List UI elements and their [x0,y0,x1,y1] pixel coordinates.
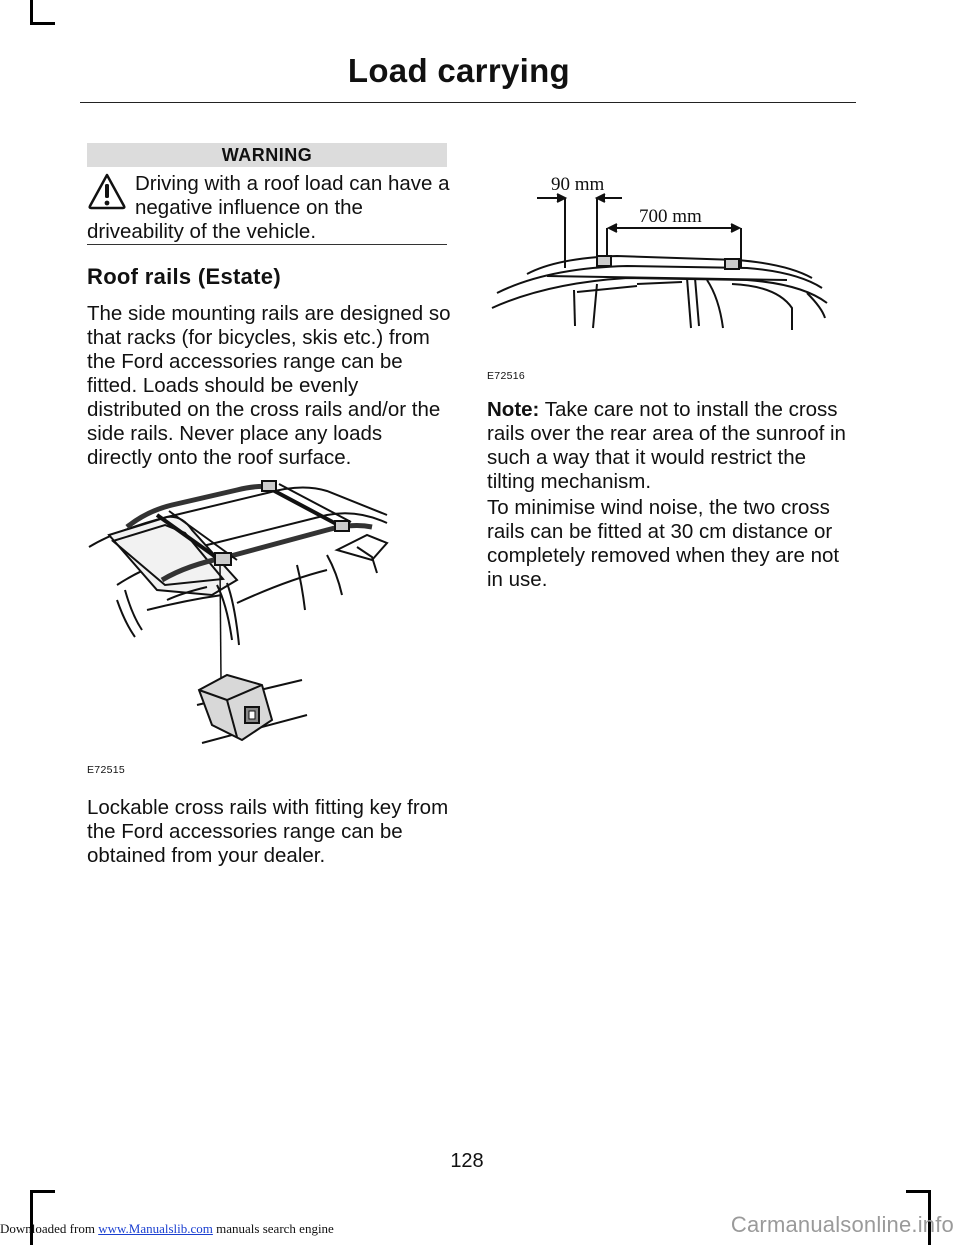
lockable-rails-paragraph: Lockable cross rails with fitting key from the Ford accessories range can be obtained from your dealer. [87,796,449,867]
figure-code-right: E72516 [487,370,526,382]
rail-spacing-illustration [487,168,832,333]
figure-code-left: E72515 [87,764,126,776]
manualslib-link[interactable]: www.Manualslib.com [98,1221,213,1236]
wind-noise-paragraph: To minimise wind noise, the two cross rails can be fitted at 30 cm distance or completely removed when they are not in use. [487,496,840,591]
footer-suffix: manuals search engine [212,1221,334,1236]
note-label: Note: [487,398,540,421]
warning-heading: WARNING [87,143,447,167]
dimension-label-700mm: 700 mm [639,206,702,227]
page-number: 128 [450,1150,484,1172]
note-text: Take care not to install the cross rails over the rear area of the sunroof in such a way that it would restrict the tilting mechanism. [487,398,846,493]
watermark-text: Carmanualsonline.info [730,1212,954,1237]
warning-text: Driving with a roof load can have a negative influence on the driveability of the vehicle. [87,172,450,243]
note-paragraph [487,398,847,494]
page-title: Load carrying [347,52,570,89]
footer-prefix: Downloaded from [0,1221,99,1236]
dimension-label-90mm: 90 mm [551,174,605,195]
roof-rails-illustration [87,475,417,755]
download-footer [0,1221,334,1237]
section-heading: Roof rails (Estate) [87,264,281,289]
intro-paragraph: The side mounting rails are designed so that racks (for bicycles, skis etc.) from the Ford accessories range can be fitted. Loads should be evenly distributed on the cross rails and/or the side rails. Never place any loads directly onto the roof surface. [87,302,451,469]
crop-mark-top-left [30,0,55,25]
warning-divider [87,244,447,245]
title-divider [80,102,856,103]
